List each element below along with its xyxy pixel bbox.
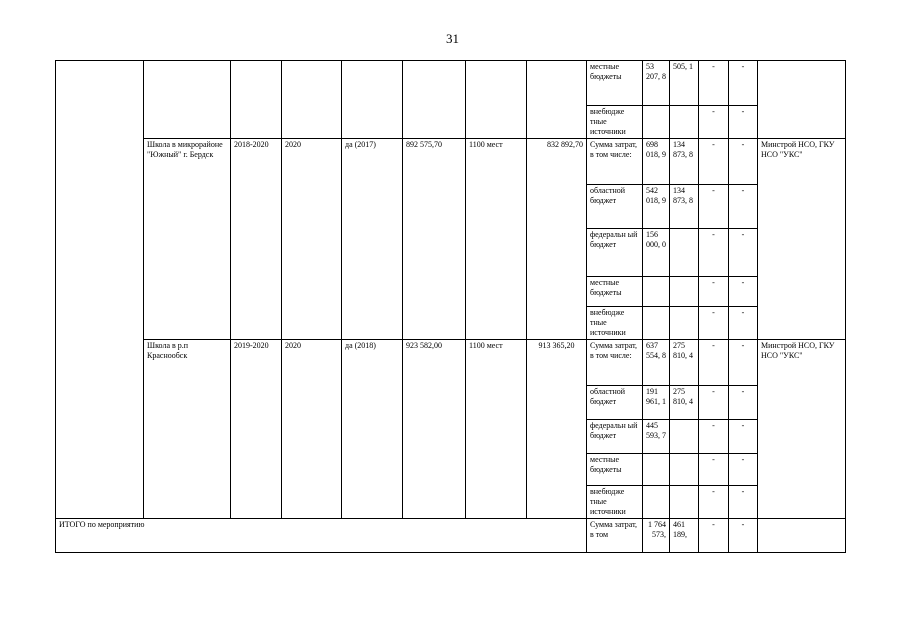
- project-cost: 892 575,70: [403, 139, 466, 340]
- project-executor: Минстрой НСО, ГКУ НСО "УКС": [758, 340, 846, 519]
- empty-cell: [144, 61, 231, 139]
- program-table: [55, 60, 846, 553]
- project-psd: да (2017): [342, 139, 403, 340]
- project-cost: 923 582,00: [403, 340, 466, 519]
- dash-cell: -: [729, 340, 758, 386]
- empty-cell: [282, 61, 342, 139]
- amount-cell: 134 873, 8: [670, 185, 699, 229]
- funding-source: областной бюджет: [587, 386, 643, 420]
- empty-cell: [342, 61, 403, 139]
- amount-cell: 445 593, 7: [643, 420, 670, 454]
- page-number: 31: [446, 31, 459, 46]
- dash-cell: -: [699, 307, 729, 340]
- dash-cell: -: [699, 139, 729, 185]
- dash-cell: -: [729, 106, 758, 139]
- dash-cell: -: [729, 486, 758, 519]
- funding-source: Сумма затрат, в том: [587, 519, 643, 553]
- funding-source: местные бюджеты: [587, 277, 643, 307]
- amount-cell: [670, 307, 699, 340]
- amount-cell: 53 207, 8: [643, 61, 670, 106]
- project-period: 2018-2020: [231, 139, 282, 340]
- amount-cell: [643, 486, 670, 519]
- amount-cell: 461 189,: [670, 519, 699, 553]
- project-capacity: 1100 мест: [466, 340, 527, 519]
- empty-cell: [231, 61, 282, 139]
- empty-cell: [758, 519, 846, 553]
- dash-cell: -: [729, 277, 758, 307]
- dash-cell: -: [729, 420, 758, 454]
- total-row: [56, 519, 846, 553]
- amount-cell: [670, 486, 699, 519]
- table-row: [56, 340, 846, 386]
- amount-cell: [670, 277, 699, 307]
- dash-cell: -: [699, 229, 729, 277]
- amount-cell: 275 810, 4: [670, 340, 699, 386]
- table-row: [56, 61, 846, 106]
- project-executor: Минстрой НСО, ГКУ НСО "УКС": [758, 139, 846, 340]
- funding-source: Сумма затрат, в том числе:: [587, 340, 643, 386]
- funding-source: Сумма затрат, в том числе:: [587, 139, 643, 185]
- amount-cell: 542 018, 9: [643, 185, 670, 229]
- amount-cell: 156 000, 0: [643, 229, 670, 277]
- dash-cell: -: [699, 486, 729, 519]
- funding-source: федеральн ый бюджет: [587, 229, 643, 277]
- amount-cell: [643, 106, 670, 139]
- amount-cell: [670, 420, 699, 454]
- dash-cell: -: [729, 61, 758, 106]
- funding-source: внебюдже тные источники: [587, 486, 643, 519]
- project-name: Школа в р.п Краснообск: [144, 340, 231, 519]
- amount-cell: 191 961, 1: [643, 386, 670, 420]
- funding-source: областной бюджет: [587, 185, 643, 229]
- amount-cell: 1 764 573,: [643, 519, 670, 553]
- dash-cell: -: [699, 340, 729, 386]
- empty-cell: [758, 61, 846, 139]
- project-year: 2020: [282, 340, 342, 519]
- dash-cell: -: [729, 519, 758, 553]
- amount-cell: 505, 1: [670, 61, 699, 106]
- amount-cell: 698 018, 9: [643, 139, 670, 185]
- amount-cell: 275 810, 4: [670, 386, 699, 420]
- dash-cell: -: [729, 139, 758, 185]
- amount-cell: [670, 106, 699, 139]
- project-capacity: 1100 мест: [466, 139, 527, 340]
- funding-source: местные бюджеты: [587, 454, 643, 486]
- project-remaining: 913 365,20: [527, 340, 587, 519]
- dash-cell: -: [699, 420, 729, 454]
- dash-cell: -: [729, 229, 758, 277]
- dash-cell: -: [729, 454, 758, 486]
- dash-cell: -: [699, 277, 729, 307]
- amount-cell: 134 873, 8: [670, 139, 699, 185]
- dash-cell: -: [699, 185, 729, 229]
- dash-cell: -: [699, 106, 729, 139]
- funding-source: местные бюджеты: [587, 61, 643, 106]
- dash-cell: -: [699, 61, 729, 106]
- dash-cell: -: [729, 185, 758, 229]
- amount-cell: [643, 454, 670, 486]
- table-row: [56, 139, 846, 185]
- project-name: Школа в микрорайоне "Южный" г. Бердск: [144, 139, 231, 340]
- event-cell: [56, 61, 144, 519]
- dash-cell: -: [699, 454, 729, 486]
- amount-cell: [643, 277, 670, 307]
- amount-cell: [670, 454, 699, 486]
- amount-cell: [670, 229, 699, 277]
- total-label: ИТОГО по мероприятию: [56, 519, 587, 553]
- dash-cell: -: [729, 386, 758, 420]
- dash-cell: -: [699, 386, 729, 420]
- dash-cell: -: [729, 307, 758, 340]
- funding-source: федеральн ый бюджет: [587, 420, 643, 454]
- project-remaining: 832 892,70: [527, 139, 587, 340]
- funding-source: внебюдже тные источники: [587, 307, 643, 340]
- project-period: 2019-2020: [231, 340, 282, 519]
- project-year: 2020: [282, 139, 342, 340]
- amount-cell: [643, 307, 670, 340]
- empty-cell: [466, 61, 527, 139]
- empty-cell: [527, 61, 587, 139]
- amount-cell: 637 554, 8: [643, 340, 670, 386]
- funding-source: внебюдже тные источники: [587, 106, 643, 139]
- empty-cell: [403, 61, 466, 139]
- dash-cell: -: [699, 519, 729, 553]
- project-psd: да (2018): [342, 340, 403, 519]
